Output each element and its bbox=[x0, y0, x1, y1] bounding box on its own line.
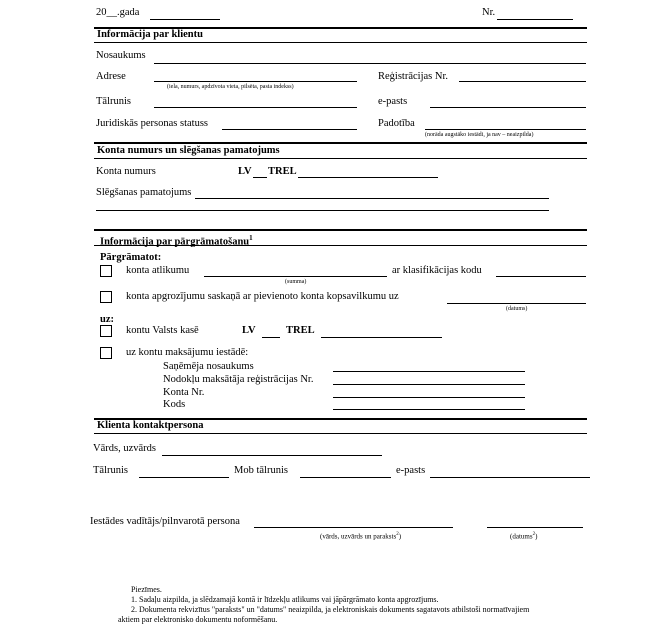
head-label: Iestādes vadītājs/pilnvarotā persona bbox=[90, 516, 240, 527]
account-trel: TREL bbox=[268, 166, 297, 177]
closing-reason-label: Slēgšanas pamatojums bbox=[96, 187, 192, 198]
account-section-title: Konta numurs un slēgšanas pamatojums bbox=[97, 145, 280, 156]
section-divider bbox=[94, 142, 587, 144]
contact-phone-field[interactable] bbox=[139, 477, 229, 478]
recipient-account-field[interactable] bbox=[333, 397, 525, 398]
note-2b: aktiem par elektronisko dokumentu noformēšanu. bbox=[118, 615, 278, 624]
contact-section-title: Klienta kontaktpersona bbox=[97, 420, 204, 431]
reg-no-label: Reģistrācijas Nr. bbox=[378, 71, 448, 82]
contact-phone-label: Tālrunis bbox=[93, 465, 128, 476]
class-code-label: ar klasifikācijas kodu bbox=[392, 265, 482, 276]
note-2a: 2. Dokumenta rekvizītus "paraksts" un "datums" neaizpilda, ja elektroniskais dokuments sagatavots atbilstoši normatīvajiem bbox=[131, 605, 530, 614]
section-divider bbox=[94, 245, 587, 246]
name-label: Nosaukums bbox=[96, 50, 146, 61]
email-label: e-pasts bbox=[378, 96, 408, 107]
number-label: Nr. bbox=[482, 7, 496, 18]
balance-option-label: konta atlikumu bbox=[126, 265, 190, 276]
to-label: uz: bbox=[100, 314, 114, 325]
subordination-hint: (norāda augstāko iestādi, ja nav – neaizpilda) bbox=[425, 132, 534, 138]
subordination-field[interactable] bbox=[425, 129, 586, 130]
section-divider bbox=[94, 433, 587, 434]
account-prefix: LV bbox=[238, 166, 252, 177]
contact-email-field[interactable] bbox=[430, 477, 590, 478]
taxpayer-reg-label: Nodokļu maksātāja reģistrācijas Nr. bbox=[163, 374, 314, 385]
closing-reason-field[interactable] bbox=[195, 198, 549, 199]
email-field[interactable] bbox=[430, 107, 586, 108]
phone-label: Tālrunis bbox=[96, 96, 131, 107]
account-check-field[interactable] bbox=[253, 177, 267, 178]
turnover-checkbox[interactable] bbox=[100, 291, 112, 303]
account-no-field[interactable] bbox=[298, 177, 438, 178]
treasury-option-label: kontu Valsts kasē bbox=[126, 325, 199, 336]
legal-status-label: Juridiskās personas statuss bbox=[96, 118, 208, 129]
notes-title: Piezīmes. bbox=[131, 585, 162, 594]
transfer-section-title: Informācija par pārgrāmatošanu$^1$ bbox=[100, 234, 253, 248]
client-section-title: Informācija par klientu bbox=[97, 29, 203, 40]
closing-reason-field-2[interactable] bbox=[96, 210, 549, 211]
address-label: Adrese bbox=[96, 71, 126, 82]
transfer-label: Pārgrāmatot: bbox=[100, 252, 162, 263]
treasury-account-field[interactable] bbox=[321, 337, 442, 338]
taxpayer-reg-field[interactable] bbox=[333, 384, 525, 385]
date-field[interactable] bbox=[150, 19, 220, 20]
full-name-field[interactable] bbox=[162, 455, 382, 456]
section-divider bbox=[94, 42, 587, 43]
date-hint: (datums) bbox=[506, 306, 528, 312]
mobile-label: Mob tālrunis bbox=[234, 465, 288, 476]
sum-hint: (summa) bbox=[285, 279, 307, 285]
treasury-check-field[interactable] bbox=[262, 337, 280, 338]
section-divider bbox=[94, 158, 587, 159]
signature-field[interactable] bbox=[254, 527, 453, 528]
account-no-label-2: Konta Nr. bbox=[163, 387, 205, 398]
code-label: Kods bbox=[163, 399, 186, 410]
class-code-field[interactable] bbox=[496, 276, 586, 277]
mobile-field[interactable] bbox=[300, 477, 391, 478]
note-1: 1. Sadaļu aizpilda, ja slēdzamajā kontā ir līdzekļu atlikums vai jāpārgrāmato konta apgrozījums. bbox=[131, 595, 439, 604]
subordination-label: Padotība bbox=[378, 118, 415, 129]
turnover-option-label: konta apgrozījumu saskaņā ar pievienoto konta kopsavilkumu uz bbox=[126, 291, 399, 302]
turnover-date-field[interactable] bbox=[447, 303, 586, 304]
address-hint: (iela, numurs, apdzīvota vieta, pilsēta, pasta indekss) bbox=[167, 84, 294, 90]
phone-field[interactable] bbox=[154, 107, 357, 108]
payment-inst-checkbox[interactable] bbox=[100, 347, 112, 359]
account-no-label: Konta numurs bbox=[96, 166, 156, 177]
recipient-name-label: Saņēmēja nosaukums bbox=[163, 361, 254, 372]
reg-no-field[interactable] bbox=[459, 81, 586, 82]
signature-date-field[interactable] bbox=[487, 527, 583, 528]
address-field[interactable] bbox=[154, 81, 357, 82]
treasury-trel: TREL bbox=[286, 325, 315, 336]
balance-checkbox[interactable] bbox=[100, 265, 112, 277]
code-field[interactable] bbox=[333, 409, 525, 410]
section-divider bbox=[94, 229, 587, 231]
treasury-prefix: LV bbox=[242, 325, 256, 336]
full-name-label: Vārds, uzvārds bbox=[93, 443, 156, 454]
name-field[interactable] bbox=[154, 63, 586, 64]
payment-inst-option-label: uz kontu maksājumu iestādē: bbox=[126, 347, 249, 358]
name-sign-hint: (vārds, uzvārds un paraksts$^2$) bbox=[320, 532, 402, 541]
recipient-name-field[interactable] bbox=[333, 371, 525, 372]
contact-email-label: e-pasts bbox=[396, 465, 426, 476]
number-field[interactable] bbox=[497, 19, 573, 20]
sum-field[interactable] bbox=[204, 276, 387, 277]
date-sign-hint: (datums$^2$) bbox=[510, 532, 538, 541]
treasury-checkbox[interactable] bbox=[100, 325, 112, 337]
date-label: 20__.gada bbox=[96, 7, 140, 18]
legal-status-field[interactable] bbox=[222, 129, 357, 130]
